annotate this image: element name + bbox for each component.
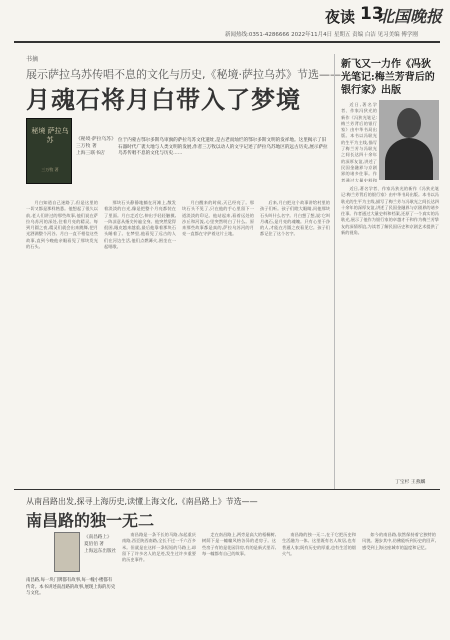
article1-headline: 月魂石将月白带入了梦境 [26, 85, 301, 114]
masthead-rule [14, 41, 440, 43]
paper-logo: 北国晚报 [378, 7, 443, 26]
article1-overline: 展示萨拉乌苏传唱不息的文化与历史,《秘境·萨拉乌苏》节选—— [26, 68, 341, 81]
book-cover-image [26, 118, 72, 184]
section-name: 夜读 [325, 8, 356, 26]
sidebar-body-top: 近日,著名学者、作家冯狄光的新作《冯狄光笔记:梅兰芳背后的银行家》由中华书局出版。本书以冯耿光的生平为主线,描写了梅兰芳与冯耿光之间长达四十余年的深厚友谊,讲述了民国金融界与京剧界的诸多往事。作者通过大量史料和 [341, 102, 377, 182]
article2-overline: 从南昌路出发,探寻上海历史,读懂上海文化,《南昌路上》节选—— [26, 497, 258, 506]
book2-cover-image [54, 532, 80, 572]
book-title: 《秘境·萨拉乌苏》 [76, 137, 116, 142]
article2-column: 南昌路是一条不长的马路,东起重庆南路,西至陕西南路,全长不过一千六百多米。但就是在这样一条短短的马路上,却留下了许多名人的足迹,发生过许多重要的历史事件。 [122, 532, 196, 563]
sidebar-article [334, 54, 440, 489]
article2-intro: 南昌路,每一块门牌都有故事,每一幢小楼都有传奇。本书讲述南昌路的故事,展现上海的历史与文化。 [26, 578, 116, 597]
article2-headline: 南昌路的独一无二 [26, 511, 155, 530]
book2-author: 夏佰佰 著 [84, 542, 104, 547]
book-author: 三万牧 著 [76, 144, 97, 149]
article2-column: 南昌路的独一无二,在于它把历史和生活融为一体。这里既有名人故居,也有普通人家;既有历史的厚重,也有生活的烟火气。 [282, 532, 356, 556]
article1-column: 月白知道自己迷路了,但是这里的一切又都是那样熟悉。他想起了很久以前,老人们讲过的那些故事,他们说在萨拉乌苏河的深处,住着月亮的精灵。每到月圆之夜,精灵们就会出来跳舞,把月光洒满整个河谷。月白一直不相信这些故事,直到今晚他亲眼看见了那块发光的石头。 [26, 200, 98, 250]
article2-column: 走在南昌路上,两旁是高大的梧桐树,树荫下是一幢幢风格各异的老房子。这些房子有的是花园洋房,有的是新式里弄,每一幢都有自己的故事。 [202, 532, 276, 556]
author-photo [379, 100, 439, 180]
book2-info [84, 534, 116, 555]
book-info [76, 136, 116, 157]
sidebar-body: 近日,著名学者、作家冯狄光的新作《冯狄光笔记:梅兰芳背后的银行家》由中华书局出版。本书以冯耿光的生平为主线,描写了梅兰芳与冯耿光之间长达四十余年的深厚友谊,讲述了民国金融界与京剧界的诸多往事。作者通过大量史料和档案,还原了一个真实的冯耿光,展示了他作为银行家的卓越才干和作为梅兰芳挚友的深情厚谊,为读者了解民国历史和京剧艺术提供了新的视角。 [341, 186, 439, 236]
section-divider [14, 489, 440, 490]
article2-column: 如今的南昌路,依然保持着它独特的风貌。漫步其中,仿佛能听到历史的回声,感受到上海这座城市的温度和记忆。 [362, 532, 436, 550]
article1-column: 月白醒来的时候,天已经亮了。那块石头不见了,只在他的手心里留下一道淡淡的印记。他站起来,看着远处的沙丘和河流,心里突然明白了什么。原来那些故事都是真的,萨拉乌苏河的月亮一直都在守护着这片土地。 [182, 200, 254, 237]
book-cover-author: 三万牧 著 [41, 167, 59, 172]
book2-publisher: 上海远东出版社 [84, 549, 117, 554]
masthead-info: 新闻热线:0351-4286666 2022年11月4日 星期五 责编 白洁 见习美编 傅学刚 [225, 32, 418, 38]
section-label: 书摘 [26, 56, 39, 63]
article1-column: 后来,月白把这个故事讲给村里的孩子们听。孩子们瞪大眼睛,问他那块石头叫什么名字。月白想了想,说:它叫月魂石,是月亮的魂魄。只有心里干净的人,才能在月圆之夜看见它。孩子们都记住了这个名字。 [260, 200, 330, 237]
page-number: 13 [360, 4, 384, 24]
book-publisher: 上海三联书店 [76, 151, 105, 156]
article1-intro: 位于内蒙古鄂尔多斯乌审旗的萨拉乌苏文化遗址,是古老而灿烂的鄂尔多斯文明的发祥地。这里揭示了旧石器时代广袤大地与人类文明的发展,作者三万牧以动人的文字记述了萨拉乌苏地区的远古历史,展示萨拉乌苏传唱不息的文化与历史…… [118, 138, 328, 157]
article1-column: 那块石头静静地躺在河滩上,散发着淡淡的白光,像是把整个月亮都装在了里面。月白走近它,伸出手轻轻触摸,一阵凉意从指尖传遍全身。他突然觉得很困,眼皮越来越重,最后他靠着那块石头睡着了。在梦里,他看见了远古的人们在河边生活,他们点燃篝火,围坐在一起唱歌。 [104, 200, 176, 250]
book2-title: 《南昌路上》 [84, 535, 112, 540]
book-cover-title: 秘境 萨拉乌苏 [31, 127, 69, 144]
sidebar-byline: 丁宝杉 王燕麟 [395, 480, 426, 485]
masthead [0, 0, 450, 44]
sidebar-title: 新飞又一力作《冯狄光笔记:梅兰芳背后的银行家》出版 [341, 59, 435, 96]
